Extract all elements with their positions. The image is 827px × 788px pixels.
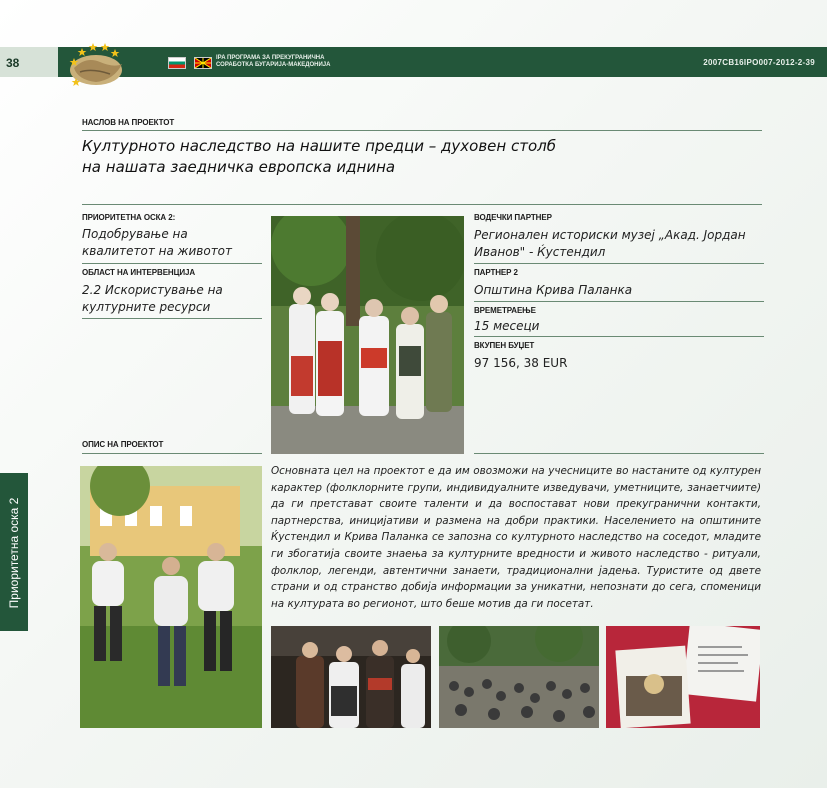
- duration-label: ВРЕМЕТРАЕЊЕ: [474, 306, 536, 315]
- lead-partner-line2: Иванов" - Ќустендил: [474, 245, 606, 259]
- title-rule: [82, 130, 762, 131]
- lead-partner-line1: Регионален историски музеј „Акад. Јордан: [474, 228, 746, 242]
- priority-axis-line2: квалитетот на животот: [82, 244, 233, 258]
- flag-separator: -: [188, 58, 191, 68]
- project-title: [82, 136, 602, 178]
- description-label: ОПИС НА ПРОЕКТОТ: [82, 440, 164, 449]
- macedonia-flag-icon: [194, 57, 212, 69]
- right-rule-4: [474, 453, 764, 454]
- crowd-image: [439, 626, 599, 728]
- priority-axis-label: ПРИОРИТЕТНА ОСКА 2:: [82, 213, 176, 222]
- logo-graphic: [66, 38, 128, 90]
- photo-crowd: [439, 626, 599, 728]
- photo-tree-planting: [80, 466, 262, 728]
- program-logo: [66, 38, 128, 90]
- budget-value: 97 156, 38 EUR: [474, 356, 568, 370]
- exhibition-image: [606, 626, 760, 728]
- right-rule-3: [474, 336, 764, 337]
- right-rule-1: [474, 263, 764, 264]
- photo-exhibition: [606, 626, 760, 728]
- project-title-line1: Културното наследство на нашите предци – духовен столб: [82, 137, 556, 155]
- left-rule-2: [82, 318, 262, 319]
- section-rule: [82, 204, 762, 205]
- intervention-line1: 2.2 Искористување на: [82, 283, 223, 297]
- photo-folk-group: [271, 216, 464, 454]
- bulgaria-flag-icon: [168, 57, 186, 69]
- title-label: НАСЛОВ НА ПРОЕКТОТ: [82, 118, 175, 127]
- program-name: IPA ПРОГРАМА ЗА ПРЕКУГРАНИЧНА СОРАБОТКА БУГАРИЈА-МАКЕДОНИЈА: [216, 55, 331, 68]
- left-rule-1: [82, 263, 262, 264]
- budget-label: ВКУПЕН БУЏЕТ: [474, 341, 535, 350]
- lead-partner-value: [474, 227, 764, 261]
- page-number: 38: [6, 56, 20, 70]
- partner2-value: Општина Крива Паланка: [474, 283, 633, 297]
- project-title-line2: на нашата заедничка европска иднина: [82, 158, 396, 176]
- right-rule-2: [474, 301, 764, 302]
- tree-planting-image: [80, 466, 262, 728]
- priority-axis-value: [82, 226, 262, 260]
- partner2-label: ПАРТНЕР 2: [474, 268, 518, 277]
- description-rule: [82, 453, 262, 454]
- side-tab-label: Приоритетна оска 2: [7, 497, 21, 609]
- intervention-label: ОБЛАСТ НА ИНТЕРВЕНЦИЈА: [82, 268, 196, 277]
- intervention-value: [82, 282, 262, 316]
- folk-costumes-image: [271, 626, 431, 728]
- macedonia-sun-icon: [195, 58, 211, 68]
- duration-value: 15 месеци: [474, 319, 540, 333]
- intervention-line2: културните ресурси: [82, 300, 211, 314]
- photo-folk-costumes: [271, 626, 431, 728]
- priority-axis-line1: Подобрување на: [82, 227, 188, 241]
- lead-partner-label: ВОДЕЧКИ ПАРТНЕР: [474, 213, 552, 222]
- folk-group-image: [271, 216, 464, 454]
- description-text: Основната цел на проектот е да им овозможи на учесниците во настаните од културен карактер (фолклорните групи, индивидуалните изведувачи, уметниците, занаетчиите) да ги претстават своите таленти и да воспостават нови прекугранични контакти, партнерства, иницијативи и размена на добри практики. Населението на општините Ќустендил и Крива Паланка се запозна со културното наследство на соседот, младите ги збогатија своите знаења за културните вредности и живото наследство - ритуали, фолклор, легенди, автентични занаети, традиционални јадења. Туристите од двете страни и од странство добија информации за уникатни, непознати до сега, споменици на културата во регионот, што беше мотив да ги посетат.: [271, 465, 761, 610]
- project-code: 2007CB16IPO007-2012-2-39: [703, 58, 815, 67]
